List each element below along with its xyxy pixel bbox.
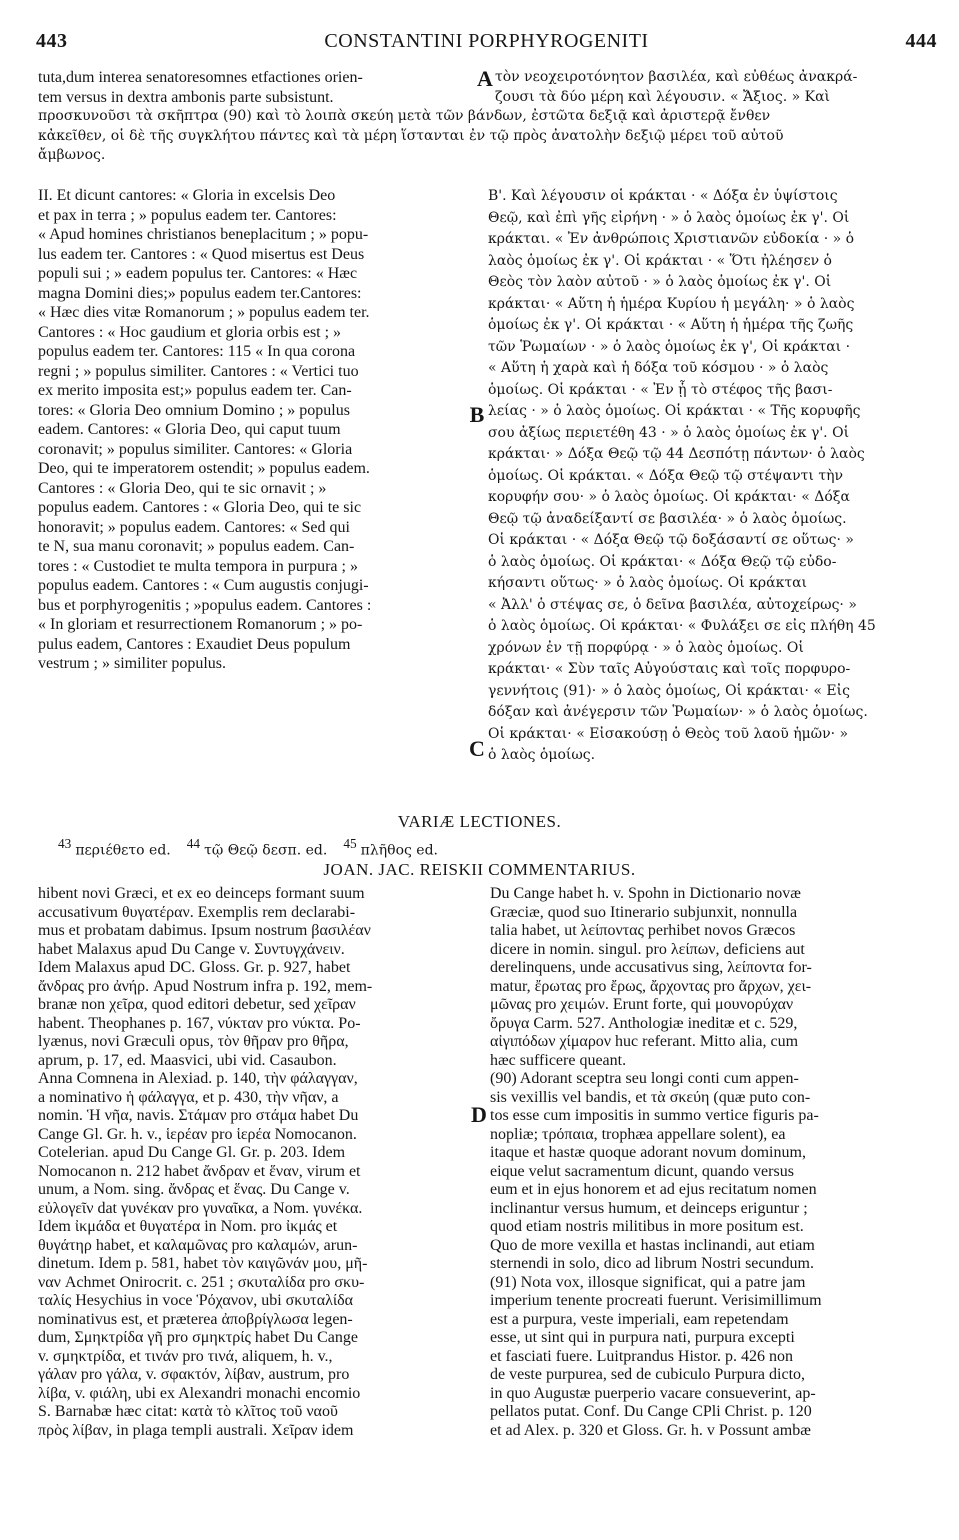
text-line: v. σμηκτρίδα, et τινάν pro τινά, aliquem, h. v., bbox=[38, 1347, 333, 1365]
variant-reading: περιέθετο ed. bbox=[75, 842, 171, 859]
text-line: τὸν νεοχειροτόνητον βασιλέα, καὶ εὐθέως ἀνακρά- bbox=[495, 69, 858, 85]
text-line: dinetum. Idem p. 581, habet τὸν καιγῶνάν μου, μῆ- bbox=[38, 1255, 368, 1272]
margin-marker-b: B bbox=[469, 402, 485, 427]
text-line: ἄμβωνος. bbox=[38, 147, 106, 163]
text-line: (90) Adorant sceptra seu longi conti cum appen- bbox=[490, 1070, 799, 1087]
text-line: κράκται· « Σὺν ταῖς Αὐγούσταις καὶ τοῖς πορφυρο- bbox=[488, 661, 851, 677]
greek-main-column bbox=[488, 186, 924, 767]
text-line: habet Malaxus apud Du Cange v. Συντυγχάνειν. bbox=[38, 940, 345, 958]
text-line: ὁ λαὸς ὁμοίως. Οἱ κράκται· « Φυλάξει σε εἰς πλήθη 45 bbox=[488, 618, 876, 634]
text-line: II. Et dicunt cantores: « Gloria in excelsis Deo bbox=[38, 187, 336, 204]
text-line: dicere in nomin. singul. pro λείπων, deficiens aut bbox=[490, 940, 805, 958]
text-line: te N, sua manu coronavit; » populus eadem. Can- bbox=[38, 538, 355, 555]
text-line: κράκται· « Αὕτη ἡ ἡμέρα Κυρίου ἡ μεγάλη· » ὁ λαὸς bbox=[488, 295, 855, 312]
text-line: pellatos putat. Conf. Du Cange CPli Christ. p. 120 bbox=[490, 1403, 812, 1420]
margin-marker-d: D bbox=[471, 1102, 487, 1127]
variae-lectiones bbox=[58, 836, 438, 859]
text-line: Anna Comnena in Alexiad. p. 140, τὴν φάλαγγαν, bbox=[38, 1070, 358, 1087]
text-line: (91) Nota vox, illosque significat, qui a patre jam bbox=[490, 1273, 806, 1291]
text-line: habent. Theophanes p. 167, νύκταν pro νύκτα. Po- bbox=[38, 1014, 361, 1032]
margin-marker-a: A bbox=[477, 66, 493, 91]
text-line: κορυφήν σου· » ὁ λαὸς ὁμοίως. Οἱ κράκται· « Δόξα bbox=[488, 489, 850, 505]
text-line: λίβα, v. φιάλη, ubi ex Alexandri monachi encomio bbox=[38, 1384, 361, 1402]
text-line: « Apud homines christianos beneplacitum ; » popu- bbox=[38, 226, 369, 243]
commentary-right-column bbox=[490, 885, 922, 1440]
variae-heading: VARIÆ LECTIONES. bbox=[397, 812, 562, 831]
text-line: branæ non χεῖρα, quod editori debetur, sed χεῖραν bbox=[38, 996, 356, 1013]
text-line: κἀκεῖθεν, οἱ δὲ τῆς συγκλήτου πάντες καὶ τὰ μέρη ἵστανται ἐν τῷ πρὸς ἀνατολὴν δεξιῷ μέρει τοῦ αὐτοῦ bbox=[38, 127, 784, 144]
text-line: κήσαντι οὕτως· » ὁ λαὸς ὁμοίως. Οἱ κράκται bbox=[488, 575, 808, 591]
text-line: nominativus est, et præterea ἀποβρίγλωσα legen- bbox=[38, 1310, 353, 1328]
greek-full-width-block bbox=[38, 107, 923, 166]
text-line: προσκυνοῦσι τὰ σκῆπτρα (90) καὶ τὸ λοιπὰ σκεύη μετὰ τῶν βάνδων, ἐστῶτα δεξιᾷ καὶ ἀριστερᾷ ἔνθεν bbox=[38, 108, 771, 124]
page-number-right: 444 bbox=[905, 30, 937, 52]
text-line: sternendi in solo, dico ad librum Nostri secundum. bbox=[490, 1255, 814, 1272]
text-line: κράκται· » Δόξα Θεῷ τῷ 44 Δεσπότῃ πάντων· ὁ λαὸς bbox=[488, 446, 865, 462]
text-line: pulus eadem, Cantores : Exaudiet Deus populum bbox=[38, 635, 351, 653]
text-line: lus eadem ter. Cantores : « Quod misertus est Deus bbox=[38, 245, 365, 263]
text-line: hibent novi Græci, et ex eo deinceps formant suum bbox=[38, 885, 365, 902]
text-line: Οἱ κράκται · « Δόξα Θεῷ τῷ δοξάσαντί σε οὕτως· » bbox=[488, 532, 854, 548]
text-line: Cantores : « Gloria Deo, qui te sic ornavit ; » bbox=[38, 479, 327, 497]
text-line: nomin. Ἡ νῆα, navis. Στάμαν pro στάμα habet Du bbox=[38, 1107, 359, 1124]
text-line: πρὸς λίβαν, in plaga templi australi. Χεῖραν idem bbox=[38, 1421, 354, 1439]
text-line: regni ; » populus similiter. Cantores : « Vertici tuo bbox=[38, 362, 359, 380]
text-line: eum et in ejus honorem et ad ejus recitatum nomen bbox=[490, 1181, 817, 1198]
text-line: coronavit; » populus similiter. Cantores: « Gloria bbox=[38, 440, 353, 458]
text-line: Idem ἰκμάδα et θυγατέρα in Nom. pro ἰκμάς et bbox=[38, 1218, 338, 1235]
note-number: 44 bbox=[186, 836, 201, 851]
text-line: Β'. Καὶ λέγουσιν οἱ κράκται · « Δόξα ἐν ὑψίστοις bbox=[488, 188, 838, 204]
text-line: est a purpura, veste imperiali, eam repetendam bbox=[490, 1310, 789, 1328]
text-line: populi sui ; » eadem populus ter. Cantores: « Hæc bbox=[38, 265, 358, 282]
text-line: γεννήτοις (91)· » ὁ λαὸς ὁμοίως, Οἱ κράκται· « Εἰς bbox=[488, 682, 850, 699]
running-header bbox=[36, 30, 937, 60]
variant-reading: πλῆθος ed. bbox=[360, 842, 438, 859]
text-line: « Αὕτη ἡ χαρὰ καὶ ἡ δόξα τοῦ κόσμου · » ὁ λαὸς bbox=[488, 360, 829, 376]
variant-reading: τῷ Θεῷ δεσπ. ed. bbox=[204, 842, 328, 859]
note-number: 45 bbox=[343, 836, 357, 851]
text-line: ὁ λαὸς ὁμοίως. bbox=[488, 747, 596, 763]
text-line: ὁμοίως. Οἱ κράκται · « Ἐν ᾗ τὸ στέφος τῆς βασι- bbox=[488, 381, 833, 398]
text-line: ταλίς Hesychius in voce Ῥόχανον, ubi σκυταλίδα bbox=[38, 1292, 354, 1309]
text-line: γάλαν pro γάλα, v. σφακτόν, λίβαν, austrum, pro bbox=[38, 1366, 350, 1383]
text-line: κράκται. « Ἐν ἀνθρώποις Χριστιανῶν εὐδοκία · » ὁ bbox=[488, 231, 855, 247]
greek-top-column bbox=[495, 68, 923, 107]
text-line: Cange Gl. Gr. h. v., ἱερέαν pro ἱερέα Nomocanon. bbox=[38, 1125, 357, 1143]
text-line: quod etiam nostris militibus in more positum est. bbox=[490, 1218, 804, 1235]
text-line: Du Cange habet h. v. Spohn in Dictionario novæ bbox=[490, 885, 801, 902]
text-line: τῶν Ῥωμαίων · » ὁ λαὸς ὁμοίως ἐκ γ', Οἱ κράκται · bbox=[488, 338, 851, 355]
text-line: δόξαν καὶ ἀνέγερσιν τῶν Ῥωμαίων· » ὁ λαὸς ὁμοίως. bbox=[488, 704, 868, 720]
text-line: mus et probatam dabimus. Ipsum nostrum βασιλέαν bbox=[38, 922, 371, 939]
text-line: tores: « Gloria Deo omnium Domino ; » populus bbox=[38, 401, 350, 419]
text-line: αἰγιπόδων χίμαρον huc referant. Mitto alia, cum bbox=[490, 1033, 799, 1050]
text-line: lyænus, novi Græculi opus, τὸν θῆραν pro θῆρα, bbox=[38, 1033, 349, 1050]
text-line: Græciæ, quod suo Itinerario subjunxit, nonnulla bbox=[490, 903, 798, 921]
text-line: de veste purpurea, sed de cubiculo Purpura dicto, bbox=[490, 1366, 806, 1383]
text-line: esse, ut sint qui in purpura nati, purpura excepti bbox=[490, 1329, 795, 1346]
text-line: μῶνας pro χειμών. Erunt forte, qui μουνορύχαν bbox=[490, 996, 794, 1013]
latin-main-column bbox=[38, 186, 468, 674]
text-line: unum, a Nom. sing. ἄνδρας et ἕνας. Du Cange v. bbox=[38, 1181, 350, 1198]
text-line: λείας · » ὁ λαὸς ὁμοίως. Οἱ κράκται · « Τῆς κορυφῆς bbox=[488, 403, 861, 419]
text-line: populus eadem. Cantores : « Cum augustis conjugi- bbox=[38, 577, 369, 594]
text-line: accusativum θυγατέραν. Exemplis rem declarabi- bbox=[38, 903, 356, 921]
text-line: vestrum ; » similiter populus. bbox=[38, 655, 226, 672]
text-line: dum, Σμηκτρίδα γῆ pro σμηκτρίς habet Du Cange bbox=[38, 1329, 358, 1346]
text-line: hæc sufficere queant. bbox=[490, 1051, 627, 1069]
text-line: aprum, p. 17, ed. Maasvici, ubi vid. Casaubon. bbox=[38, 1051, 337, 1069]
text-line: tem versus in dextra ambonis parte subsistunt. bbox=[38, 88, 334, 106]
text-line: ὁμοίως. Οἱ κράκται. « Δόξα Θεῷ τῷ στέψαντι τὴν bbox=[488, 467, 843, 484]
text-line: sis vexillis vel bandis, et τὰ σκεύη (quæ puto con- bbox=[490, 1088, 811, 1106]
text-line: ναν Achmet Onirocrit. c. 251 ; σκυταλίδα pro σκυ- bbox=[38, 1273, 365, 1291]
text-line: matur, ἔρωτας pro ἔρως, ἄρχοντας pro ἄρχων, χει- bbox=[490, 977, 812, 995]
text-line: et pax in terra ; » populus eadem ter. Cantores: bbox=[38, 206, 337, 224]
text-line: in quo Augustæ puerperio vacare consueverint, ap- bbox=[490, 1384, 816, 1402]
text-line: derelinquens, unde accusativus sing, λείποντα for- bbox=[490, 959, 812, 976]
latin-top-column bbox=[38, 68, 482, 107]
commentary-left-column bbox=[38, 885, 470, 1440]
text-line: ὁμοίως ἐκ γ'. Οἱ κράκται · « Αὕτη ἡ ἡμέρα τῆς ζωῆς bbox=[488, 317, 854, 333]
text-line: Θεῷ τῷ ἀναδείξαντί σε βασιλέα· » ὁ λαὸς ὁμοίως. bbox=[488, 510, 847, 527]
text-line: λαὸς ὁμοίως ἐκ γ'. Οἱ κράκται · « Ὅτι ἠλέησεν ὁ bbox=[488, 252, 832, 269]
text-line: eique velut sacramentum dicunt, quando versus bbox=[490, 1162, 794, 1180]
text-line: itaque et hastæ quoque adorant novum dominum, bbox=[490, 1144, 806, 1161]
text-line: populus eadem. Cantores : « Gloria Deo, qui te sic bbox=[38, 499, 362, 516]
text-line: θυγάτηρ habet, et καλαμῶνας pro καλαμών, arun- bbox=[38, 1236, 358, 1254]
text-line: Cantores : « Hoc gaudium et gloria orbis est ; » bbox=[38, 323, 342, 341]
text-line: ἄνδρας pro ἀνήρ. Apud Nostrum infra p. 192, mem- bbox=[38, 977, 373, 995]
text-line: σου ἀξίως περιετέθη 43 · » ὁ λαὸς ὁμοίως ἐκ γ'. Οἱ bbox=[488, 424, 850, 441]
text-line: et ad Alex. p. 320 et Gloss. Gr. h. v Possunt ambæ bbox=[490, 1421, 811, 1439]
text-line: tores : « Custodiet te multa tempora in purpura ; » bbox=[38, 557, 358, 575]
text-line: magna Domini dies;» populus eadem ter.Cantores: bbox=[38, 284, 362, 302]
text-line: imperium tenente procreati fuerunt. Verisimillimum bbox=[490, 1292, 822, 1309]
text-line: bus et porphyrogenitis ; »populus eadem. Cantores : bbox=[38, 596, 372, 614]
text-line: « Ἀλλ' ὁ στέψας σε, ὁ δεῖνα βασιλέα, αὐτοχείρως· » bbox=[488, 596, 857, 613]
margin-marker-c: C bbox=[469, 736, 485, 761]
commentary-heading: JOAN. JAC. REISKII COMMENTARIUS. bbox=[323, 860, 636, 879]
text-line: Quo de more vexilla et hastas inclinandi, aut etiam bbox=[490, 1236, 815, 1254]
text-line: populus eadem ter. Cantores: 115 « In qua corona bbox=[38, 343, 356, 360]
running-title: CONSTANTINI PORPHYROGENITI bbox=[324, 30, 649, 52]
text-line: ὄρυγα Carm. 527. Anthologiæ ineditæ et c. 529, bbox=[490, 1014, 798, 1032]
text-line: ὁ λαὸς ὁμοίως. Οἱ κράκται· « Δόξα Θεῷ τῷ εὐδο- bbox=[488, 553, 837, 570]
text-line: tuta,dum interea senatoresomnes etfactiones orien- bbox=[38, 69, 363, 86]
text-line: nopliæ; τρόπαια, trophæa appellare solent), ea bbox=[490, 1125, 786, 1143]
text-line: « Hæc dies vitæ Romanorum ; » populus eadem ter. bbox=[38, 304, 370, 321]
text-line: Θεὸς τὸν λαὸν αὐτοῦ · » ὁ λαὸς ὁμοίως ἐκ γ'. Οἱ bbox=[488, 274, 832, 290]
page-number-left: 443 bbox=[36, 30, 68, 52]
text-line: tos esse cum impositis in summo vertice figuris pa- bbox=[490, 1107, 819, 1124]
text-line: Cotelerian. apud Du Cange Gl. Gr. p. 203. Idem bbox=[38, 1144, 346, 1161]
text-line: Nomocanon n. 212 habet ἄνδραν et ἕναν, virum et bbox=[38, 1162, 361, 1180]
text-line: eadem. Cantores: « Gloria Deo, qui caput tuum bbox=[38, 421, 341, 438]
text-line: a nominativo ἡ φάλαγγα, et p. 430, τὴν νῆαν, a bbox=[38, 1088, 339, 1106]
text-line: Idem Malaxus apud DC. Gloss. Gr. p. 927, habet bbox=[38, 959, 351, 976]
text-line: ζουσι τὰ δύο μέρη καὶ λέγουσιν. « Ἄξιος. » Καὶ bbox=[495, 88, 831, 105]
text-line: talia habet, ut λείποντας perhibet novos Græcos bbox=[490, 922, 796, 939]
text-line: Οἱ κράκται· « Εἰσακούσῃ ὁ Θεὸς τοῦ λαοῦ ἡμῶν· » bbox=[488, 725, 849, 742]
text-line: εὐλογεῖν dat γυνέκαν pro γυναῖκα, a Nom. γυνέκα. bbox=[38, 1199, 363, 1217]
text-line: « In gloriam et resurrectionem Romanorum ; » po- bbox=[38, 616, 363, 633]
text-line: honoravit; » populus eadem. Cantores: « Sed qui bbox=[38, 518, 350, 536]
text-line: S. Barnabæ hæc citat: κατὰ τὸ κλῖτος τοῦ ναοῦ bbox=[38, 1403, 338, 1420]
text-line: χρόνων ἐν τῇ πορφύρᾳ · » ὁ λαὸς ὁμοίως. Οἱ bbox=[488, 639, 804, 656]
text-line: Θεῷ, καὶ ἐπὶ γῆς εἰρήνη · » ὁ λαὸς ὁμοίως ἐκ γ'. Οἱ bbox=[488, 209, 850, 226]
text-line: Deo, qui te imperatorem ostendit; » populus eadem. bbox=[38, 460, 370, 477]
note-number: 43 bbox=[58, 836, 72, 851]
text-line: inclinantur versus humum, et deinceps eriguntur ; bbox=[490, 1199, 808, 1217]
text-line: et fasciati fuere. Luitprandus Histor. p. 426 non bbox=[490, 1347, 794, 1365]
text-line: ex merito imposita est;» populus eadem ter. Can- bbox=[38, 382, 352, 399]
